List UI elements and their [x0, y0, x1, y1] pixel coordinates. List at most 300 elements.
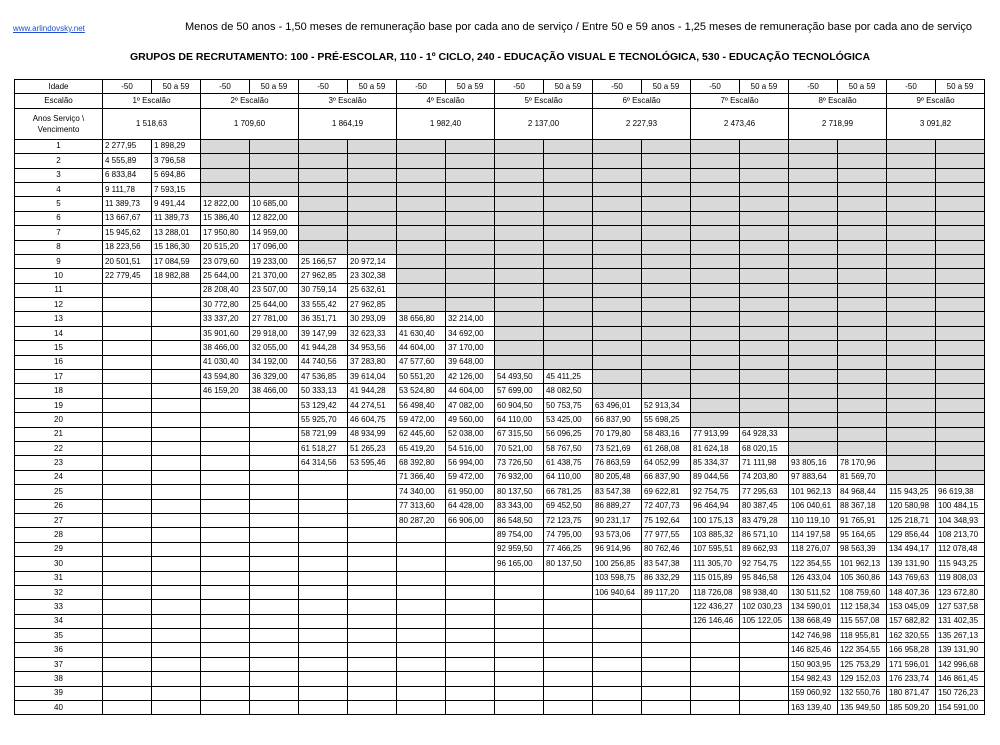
empty-cell: [593, 384, 642, 398]
empty-cell: [103, 485, 152, 499]
compensation-value: 21 370,00: [250, 269, 299, 283]
compensation-value: 23 507,00: [250, 283, 299, 297]
empty-cell: [740, 413, 789, 427]
compensation-value: 171 596,01: [887, 657, 936, 671]
empty-cell: [789, 226, 838, 240]
empty-cell: [446, 629, 495, 643]
compensation-value: 11 389,73: [103, 197, 152, 211]
empty-cell: [152, 600, 201, 614]
empty-cell: [152, 657, 201, 671]
compensation-value: 84 968,44: [838, 485, 887, 499]
empty-cell: [789, 398, 838, 412]
empty-cell: [936, 427, 985, 441]
age-under-50-header: -50: [397, 80, 446, 94]
compensation-value: 44 274,51: [348, 398, 397, 412]
empty-cell: [152, 499, 201, 513]
empty-cell: [887, 456, 936, 470]
compensation-value: 126 146,46: [691, 614, 740, 628]
empty-cell: [250, 427, 299, 441]
escalao-header: 9º Escalão: [887, 94, 985, 108]
empty-cell: [838, 254, 887, 268]
compensation-value: 68 392,80: [397, 456, 446, 470]
empty-cell: [348, 154, 397, 168]
compensation-value: 65 419,20: [397, 441, 446, 455]
empty-cell: [593, 298, 642, 312]
empty-cell: [397, 571, 446, 585]
empty-cell: [593, 326, 642, 340]
compensation-value: 44 604,00: [397, 341, 446, 355]
table-row: [15, 600, 985, 614]
empty-cell: [250, 614, 299, 628]
empty-cell: [397, 643, 446, 657]
compensation-value: 64 110,00: [495, 413, 544, 427]
empty-cell: [593, 600, 642, 614]
compensation-value: 27 962,85: [348, 298, 397, 312]
compensation-value: 18 982,88: [152, 269, 201, 283]
empty-cell: [201, 557, 250, 571]
compensation-value: 12 822,00: [201, 197, 250, 211]
empty-cell: [789, 283, 838, 297]
empty-cell: [495, 657, 544, 671]
empty-cell: [446, 240, 495, 254]
empty-cell: [789, 154, 838, 168]
compensation-value: 13 288,01: [152, 226, 201, 240]
base-salary: 1 709,60: [201, 108, 299, 139]
compensation-value: 95 846,58: [740, 571, 789, 585]
compensation-value: 86 548,50: [495, 513, 544, 527]
empty-cell: [789, 326, 838, 340]
age-under-50-header: -50: [789, 80, 838, 94]
empty-cell: [446, 672, 495, 686]
empty-cell: [642, 701, 691, 715]
empty-cell: [103, 585, 152, 599]
compensation-value: 125 753,29: [838, 657, 887, 671]
escalao-header: 3º Escalão: [299, 94, 397, 108]
age-under-50-header: -50: [201, 80, 250, 94]
compensation-value: 122 354,55: [789, 557, 838, 571]
empty-cell: [936, 254, 985, 268]
empty-cell: [544, 614, 593, 628]
empty-cell: [250, 413, 299, 427]
compensation-value: 58 721,99: [299, 427, 348, 441]
empty-cell: [152, 413, 201, 427]
compensation-value: 38 466,00: [201, 341, 250, 355]
empty-cell: [103, 384, 152, 398]
compensation-value: 100 256,85: [593, 557, 642, 571]
empty-cell: [495, 326, 544, 340]
compensation-value: 143 769,63: [887, 571, 936, 585]
empty-cell: [397, 139, 446, 153]
compensation-value: 41 030,40: [201, 355, 250, 369]
years-of-service: 5: [15, 197, 103, 211]
empty-cell: [250, 398, 299, 412]
empty-cell: [838, 154, 887, 168]
empty-cell: [250, 168, 299, 182]
empty-cell: [642, 283, 691, 297]
compensation-value: 89 117,20: [642, 585, 691, 599]
empty-cell: [397, 600, 446, 614]
empty-cell: [789, 298, 838, 312]
empty-cell: [495, 269, 544, 283]
compensation-value: 53 425,00: [544, 413, 593, 427]
empty-cell: [103, 398, 152, 412]
empty-cell: [397, 226, 446, 240]
empty-cell: [887, 326, 936, 340]
compensation-value: 106 040,61: [789, 499, 838, 513]
empty-cell: [642, 182, 691, 196]
empty-cell: [691, 672, 740, 686]
years-of-service: 28: [15, 528, 103, 542]
years-of-service: 20: [15, 413, 103, 427]
compensation-value: 153 045,09: [887, 600, 936, 614]
empty-cell: [593, 182, 642, 196]
compensation-value: 38 466,00: [250, 384, 299, 398]
compensation-value: 96 914,96: [593, 542, 642, 556]
empty-cell: [495, 672, 544, 686]
compensation-value: 18 223,56: [103, 240, 152, 254]
compensation-value: 115 943,25: [887, 485, 936, 499]
compensation-value: 80 762,46: [642, 542, 691, 556]
empty-cell: [887, 139, 936, 153]
compensation-value: 98 563,39: [838, 542, 887, 556]
empty-cell: [691, 211, 740, 225]
empty-cell: [740, 701, 789, 715]
escalao-header: 7º Escalão: [691, 94, 789, 108]
compensation-value: 35 901,60: [201, 326, 250, 340]
age-50-59-header: 50 a 59: [642, 80, 691, 94]
empty-cell: [201, 672, 250, 686]
empty-cell: [544, 240, 593, 254]
compensation-value: 41 944,28: [299, 341, 348, 355]
compensation-value: 119 808,03: [936, 571, 985, 585]
years-of-service: 29: [15, 542, 103, 556]
site-link[interactable]: www.arlindovsky.net: [13, 24, 85, 33]
empty-cell: [838, 441, 887, 455]
empty-cell: [201, 528, 250, 542]
years-of-service: 34: [15, 614, 103, 628]
compensation-value: 72 123,75: [544, 513, 593, 527]
compensation-value: 55 925,70: [299, 413, 348, 427]
compensation-value: 66 906,00: [446, 513, 495, 527]
compensation-value: 71 111,98: [740, 456, 789, 470]
empty-cell: [593, 197, 642, 211]
compensation-value: 25 644,00: [201, 269, 250, 283]
compensation-value: 64 928,33: [740, 427, 789, 441]
empty-cell: [544, 197, 593, 211]
empty-cell: [544, 701, 593, 715]
compensation-value: 89 754,00: [495, 528, 544, 542]
empty-cell: [887, 298, 936, 312]
compensation-value: 118 955,81: [838, 629, 887, 643]
compensation-value: 64 428,00: [446, 499, 495, 513]
compensation-value: 138 668,49: [789, 614, 838, 628]
compensation-value: 114 197,58: [789, 528, 838, 542]
years-of-service: 6: [15, 211, 103, 225]
compensation-value: 80 137,50: [495, 485, 544, 499]
compensation-value: 78 170,96: [838, 456, 887, 470]
empty-cell: [397, 701, 446, 715]
empty-cell: [446, 168, 495, 182]
years-of-service: 38: [15, 672, 103, 686]
empty-cell: [299, 672, 348, 686]
empty-cell: [789, 211, 838, 225]
empty-cell: [593, 614, 642, 628]
compensation-value: 51 265,23: [348, 441, 397, 455]
years-of-service: 39: [15, 686, 103, 700]
compensation-value: 52 913,34: [642, 398, 691, 412]
empty-cell: [446, 283, 495, 297]
compensation-value: 17 096,00: [250, 240, 299, 254]
empty-cell: [740, 269, 789, 283]
empty-cell: [740, 657, 789, 671]
empty-cell: [495, 226, 544, 240]
compensation-value: 135 267,13: [936, 629, 985, 643]
age-50-59-header: 50 a 59: [348, 80, 397, 94]
empty-cell: [103, 427, 152, 441]
compensation-value: 93 573,06: [593, 528, 642, 542]
years-of-service: 9: [15, 254, 103, 268]
table-row: [15, 139, 985, 153]
empty-cell: [299, 585, 348, 599]
compensation-value: 77 313,60: [397, 499, 446, 513]
compensation-value: 22 779,45: [103, 269, 152, 283]
compensation-value: 159 060,92: [789, 686, 838, 700]
empty-cell: [446, 139, 495, 153]
empty-cell: [642, 298, 691, 312]
compensation-value: 154 591,00: [936, 701, 985, 715]
empty-cell: [740, 226, 789, 240]
compensation-value: 75 192,64: [642, 513, 691, 527]
escalao-label: Escalão: [15, 94, 103, 108]
empty-cell: [299, 643, 348, 657]
idade-label: Idade: [15, 80, 103, 94]
empty-cell: [495, 240, 544, 254]
years-of-service: 18: [15, 384, 103, 398]
empty-cell: [691, 413, 740, 427]
empty-cell: [201, 456, 250, 470]
empty-cell: [789, 312, 838, 326]
empty-cell: [446, 686, 495, 700]
compensation-value: 48 934,99: [348, 427, 397, 441]
empty-cell: [936, 370, 985, 384]
empty-cell: [446, 226, 495, 240]
empty-cell: [446, 657, 495, 671]
empty-cell: [691, 326, 740, 340]
empty-cell: [789, 254, 838, 268]
empty-cell: [201, 571, 250, 585]
table-row: [15, 211, 985, 225]
empty-cell: [152, 585, 201, 599]
empty-cell: [152, 312, 201, 326]
empty-cell: [299, 226, 348, 240]
empty-cell: [152, 370, 201, 384]
compensation-value: 134 494,17: [887, 542, 936, 556]
empty-cell: [299, 557, 348, 571]
empty-cell: [152, 614, 201, 628]
empty-cell: [593, 283, 642, 297]
compensation-value: 101 962,13: [789, 485, 838, 499]
compensation-value: 110 119,10: [789, 513, 838, 527]
table-row: [15, 528, 985, 542]
compensation-value: 69 622,81: [642, 485, 691, 499]
compensation-value: 20 515,20: [201, 240, 250, 254]
empty-cell: [789, 139, 838, 153]
base-salary: 1 864,19: [299, 108, 397, 139]
table-row: [15, 341, 985, 355]
empty-cell: [642, 355, 691, 369]
empty-cell: [250, 557, 299, 571]
empty-cell: [495, 341, 544, 355]
age-50-59-header: 50 a 59: [838, 80, 887, 94]
empty-cell: [887, 370, 936, 384]
compensation-value: 56 994,00: [446, 456, 495, 470]
empty-cell: [446, 182, 495, 196]
compensation-value: 132 550,76: [838, 686, 887, 700]
compensation-value: 103 598,75: [593, 571, 642, 585]
empty-cell: [789, 370, 838, 384]
compensation-value: 46 159,20: [201, 384, 250, 398]
compensation-value: 74 203,80: [740, 470, 789, 484]
table-row: [15, 542, 985, 556]
compensation-value: 50 753,75: [544, 398, 593, 412]
empty-cell: [691, 312, 740, 326]
compensation-value: 98 938,40: [740, 585, 789, 599]
age-under-50-header: -50: [887, 80, 936, 94]
compensation-value: 41 944,28: [348, 384, 397, 398]
empty-cell: [544, 629, 593, 643]
empty-cell: [397, 182, 446, 196]
empty-cell: [740, 211, 789, 225]
empty-cell: [642, 254, 691, 268]
compensation-value: 96 165,00: [495, 557, 544, 571]
compensation-value: 92 959,50: [495, 542, 544, 556]
compensation-value: 139 131,90: [887, 557, 936, 571]
compensation-value: 23 079,60: [201, 254, 250, 268]
empty-cell: [838, 283, 887, 297]
empty-cell: [642, 168, 691, 182]
age-under-50-header: -50: [691, 80, 740, 94]
compensation-value: 59 472,00: [446, 470, 495, 484]
empty-cell: [642, 629, 691, 643]
empty-cell: [740, 686, 789, 700]
empty-cell: [789, 441, 838, 455]
compensation-value: 50 333,13: [299, 384, 348, 398]
empty-cell: [446, 701, 495, 715]
table-row: [15, 686, 985, 700]
empty-cell: [887, 226, 936, 240]
empty-cell: [740, 168, 789, 182]
table-row: [15, 470, 985, 484]
compensation-value: 44 604,00: [446, 384, 495, 398]
compensation-value: 86 571,10: [740, 528, 789, 542]
empty-cell: [103, 528, 152, 542]
compensation-value: 100 175,13: [691, 513, 740, 527]
compensation-value: 5 694,86: [152, 168, 201, 182]
table-row: [15, 370, 985, 384]
compensation-value: 80 205,48: [593, 470, 642, 484]
empty-cell: [299, 528, 348, 542]
empty-cell: [642, 614, 691, 628]
empty-cell: [446, 197, 495, 211]
compensation-value: 118 276,07: [789, 542, 838, 556]
empty-cell: [250, 456, 299, 470]
compensation-value: 34 953,56: [348, 341, 397, 355]
years-of-service: 32: [15, 585, 103, 599]
years-of-service: 1: [15, 139, 103, 153]
empty-cell: [740, 341, 789, 355]
base-salary: 2 473,46: [691, 108, 789, 139]
empty-cell: [740, 154, 789, 168]
years-of-service: 26: [15, 499, 103, 513]
empty-cell: [348, 182, 397, 196]
escalao-header: 2º Escalão: [201, 94, 299, 108]
compensation-value: 185 509,20: [887, 701, 936, 715]
compensation-value: 32 214,00: [446, 312, 495, 326]
empty-cell: [152, 384, 201, 398]
empty-cell: [103, 341, 152, 355]
empty-cell: [348, 139, 397, 153]
compensation-value: 125 218,71: [887, 513, 936, 527]
empty-cell: [152, 355, 201, 369]
years-of-service: 35: [15, 629, 103, 643]
empty-cell: [152, 571, 201, 585]
compensation-value: 163 139,40: [789, 701, 838, 715]
empty-cell: [152, 542, 201, 556]
empty-cell: [299, 197, 348, 211]
empty-cell: [642, 154, 691, 168]
salary-table-body: [15, 80, 985, 715]
compensation-value: 112 158,34: [838, 600, 887, 614]
empty-cell: [593, 701, 642, 715]
years-of-service: 31: [15, 571, 103, 585]
empty-cell: [103, 686, 152, 700]
table-row: [15, 413, 985, 427]
empty-cell: [446, 154, 495, 168]
empty-cell: [740, 629, 789, 643]
compensation-value: 30 293,09: [348, 312, 397, 326]
compensation-value: 108 213,70: [936, 528, 985, 542]
compensation-value: 154 982,43: [789, 672, 838, 686]
empty-cell: [495, 168, 544, 182]
empty-cell: [495, 629, 544, 643]
compensation-value: 150 903,95: [789, 657, 838, 671]
empty-cell: [250, 485, 299, 499]
empty-cell: [593, 686, 642, 700]
compensation-value: 7 593,15: [152, 182, 201, 196]
empty-cell: [103, 701, 152, 715]
empty-cell: [152, 427, 201, 441]
compensation-value: 105 360,86: [838, 571, 887, 585]
empty-cell: [152, 298, 201, 312]
empty-cell: [691, 701, 740, 715]
table-row: [15, 154, 985, 168]
empty-cell: [348, 168, 397, 182]
compensation-value: 32 623,33: [348, 326, 397, 340]
empty-cell: [348, 585, 397, 599]
compensation-value: 176 233,74: [887, 672, 936, 686]
age-50-59-header: 50 a 59: [936, 80, 985, 94]
empty-cell: [544, 312, 593, 326]
empty-cell: [201, 154, 250, 168]
empty-cell: [691, 341, 740, 355]
compensation-value: 61 268,08: [642, 441, 691, 455]
empty-cell: [446, 298, 495, 312]
empty-cell: [103, 326, 152, 340]
empty-cell: [936, 470, 985, 484]
compensation-value: 47 082,00: [446, 398, 495, 412]
empty-cell: [495, 600, 544, 614]
compensation-value: 47 536,85: [299, 370, 348, 384]
